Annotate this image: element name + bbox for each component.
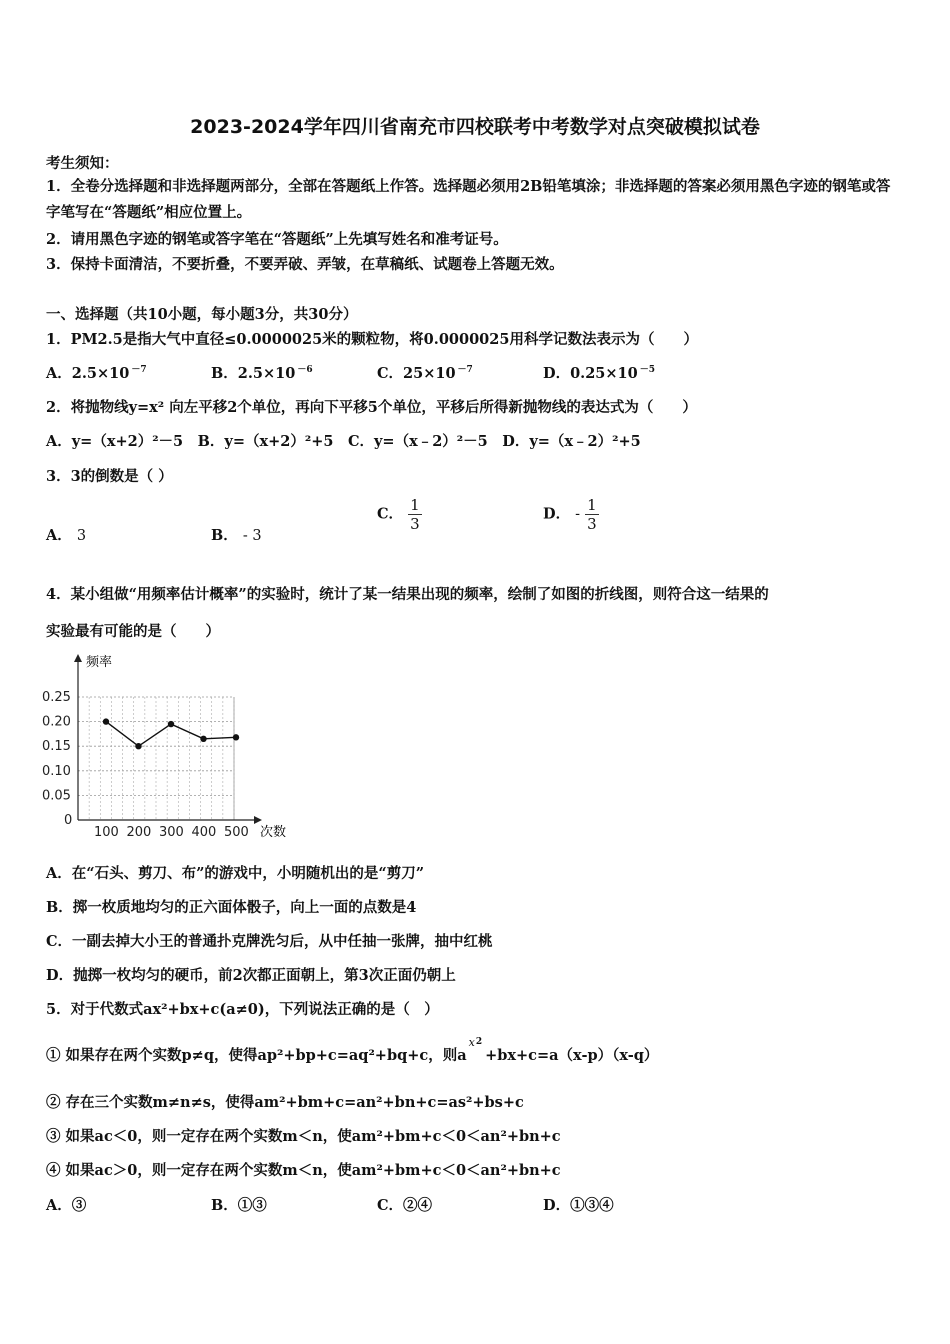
q4-option-d: D．抛掷一枚均匀的硬币，前2次都正面朝上，第3次正面仍朝上 [46, 967, 456, 984]
section-heading: 一、选择题（共10小题，每小题3分，共30分） [46, 306, 358, 323]
q5-stem: 5．对于代数式ax²+bx+c(a≠0)，下列说法正确的是（ ） [46, 1001, 439, 1018]
q2-stem: 2．将抛物线y=x² 向左平移2个单位，再向下平移5个单位，平移后所得新抛物线的表达式为（ ） [46, 399, 697, 416]
data-point [103, 718, 109, 724]
y-axis-arrow [74, 654, 82, 662]
q1-option-b: B．2.5×10 $^{-6}$ [211, 365, 313, 382]
q5-statement-1: ① 如果存在两个实数p≠q，使得ap²+bp+c=aq²+bq+c，则$a^{x2}+bx+c=a(x-p)(x-q)$ [46, 1036, 659, 1064]
data-point [135, 743, 141, 749]
q4-option-b: B．掷一枚质地均匀的正六面体骰子，向上一面的点数是4 [46, 899, 417, 916]
q3-stem: 3．3的倒数是（ ） [46, 468, 173, 485]
y-axis-label: 频率 [86, 655, 113, 670]
q5-option-c: C．②④ [377, 1197, 433, 1214]
q3-option-d: D． - $\frac{1}{3}$ [543, 496, 597, 533]
y-tick-label: 0.25 [42, 690, 71, 705]
q4-option-a: A．在“石头、剪刀、布”的游戏中，小明随机出的是“剪刀” [46, 865, 425, 882]
x-tick-label: 100 [94, 825, 119, 840]
x-tick-label: 300 [159, 825, 184, 840]
q4-stem-line1: 4．某小组做“用频率估计概率”的实验时，统计了某一结果出现的频率，绘制了如图的折线图，则符合这一结果的 [46, 586, 769, 603]
x-axis-label: 次数 [260, 825, 287, 840]
frequency-line-chart [40, 650, 310, 845]
q3-c-fraction: $\frac{1}{3}$ [410, 496, 420, 533]
y-tick-label: 0.20 [42, 714, 71, 730]
q5-statement-2: ② 存在三个实数m≠n≠s，使得am²+bm+c=an²+bn+c=as²+bs+c [46, 1094, 524, 1111]
q1-stem: 1．PM2.5是指大气中直径≤0.0000025米的颗粒物，将0.0000025用科学记数法表示为（ ） [46, 331, 698, 348]
notice-item-2: 2．请用黑色字迹的钢笔或答字笔在“答题纸”上先填写姓名和准考证号。 [46, 231, 508, 248]
q5-option-b: B．①③ [211, 1197, 267, 1214]
y-tick-label: 0.10 [42, 763, 71, 779]
y-tick-label: 0.15 [42, 739, 71, 755]
notice-item-3: 3．保持卡面清洁，不要折叠，不要弄破、弄皱，在草稿纸、试题卷上答题无效。 [46, 256, 564, 273]
x-axis-arrow [254, 816, 262, 824]
q1-option-d: D．0.25×10 $^{-5}$ [543, 365, 655, 382]
q2-options: A．y=（x+2）²－5 B．y=（x+2）²+5 C．y=（x﹣2）²－5 D．y=（x﹣2）²+5 [46, 433, 641, 450]
q3-option-a: A． 3 [46, 527, 87, 544]
data-point [233, 734, 239, 740]
notice-heading: 考生须知： [46, 155, 119, 172]
y-tick-label: 0.05 [42, 788, 71, 804]
chart-grid [78, 697, 234, 820]
q4-stem-line2: 实验最有可能的是（ ） [46, 623, 220, 640]
q5-option-d: D．①③④ [543, 1197, 614, 1214]
q3-d-fraction: $\frac{1}{3}$ [587, 496, 597, 533]
page-title: 2023-2024学年四川省南充市四校联考中考数学对点突破模拟试卷 [190, 116, 760, 138]
q5-statement-4: ④ 如果ac＞0，则一定存在两个实数m＜n，使am²+bm+c＜0＜an²+bn+c [46, 1162, 561, 1179]
q1-option-c: C．25×10 $^{-7}$ [377, 365, 473, 382]
data-point [168, 721, 174, 727]
q3-option-b: B． - 3 [211, 527, 262, 544]
q5-option-a: A．③ [46, 1197, 87, 1214]
x-tick-label: 400 [191, 825, 217, 840]
q3-option-c: C． $\frac{1}{3}$ [377, 496, 420, 533]
x-tick-label: 200 [126, 825, 152, 840]
y-tick-label: 0 [64, 813, 73, 828]
data-point [200, 736, 206, 742]
notice-item-1: 1．全卷分选择题和非选择题两部分，全部在答题纸上作答。选择题必须用2B铅笔填涂；非选择题的答案必须用黑色字迹的钢笔或答字笔写在“答题纸”相应位置上。 [46, 178, 891, 221]
q1-option-a: A．2.5×10 $^{-7}$ [46, 365, 147, 382]
q4-option-c: C．一副去掉大小王的普通扑克牌洗匀后，从中任抽一张牌，抽中红桃 [46, 933, 493, 950]
q5-statement-3: ③ 如果ac＜0，则一定存在两个实数m＜n，使am²+bm+c＜0＜an²+bn+c [46, 1128, 561, 1145]
x-tick-label: 500 [224, 825, 249, 840]
